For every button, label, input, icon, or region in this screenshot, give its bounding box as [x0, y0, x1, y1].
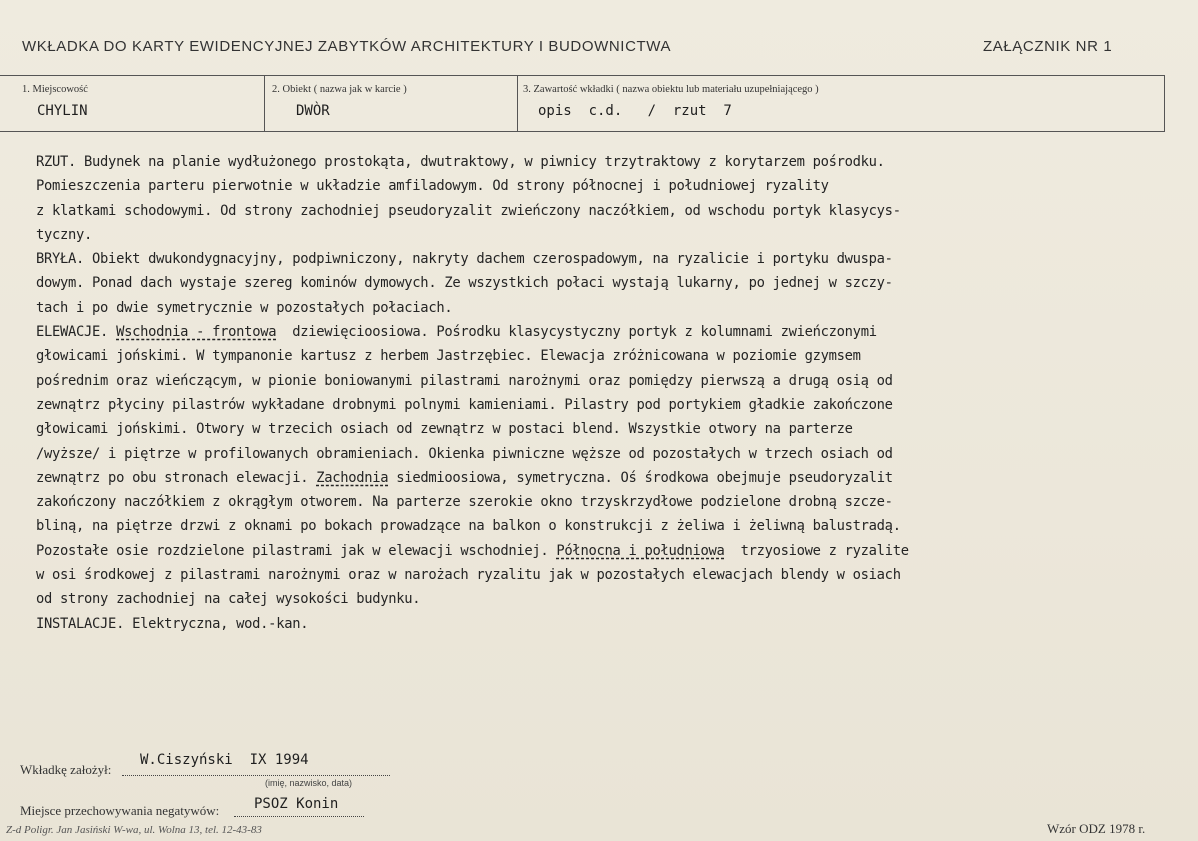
- author-label: Wkładkę założył:: [20, 762, 112, 777]
- text-line: [36, 442, 1176, 466]
- text-line: [36, 563, 1176, 587]
- text-segment: INSTALACJE. Elektryczna, wod.-kan.: [36, 615, 309, 632]
- text-line: [36, 539, 1176, 563]
- text-segment: ELEWACJE.: [36, 324, 117, 341]
- text-segment: głowicami jońskimi. W tympanonie kartusz z herbem Jastrzębiec. Elewacja zróżnicowana w poziomie gzymsem: [36, 348, 861, 365]
- negatives-line: [234, 816, 364, 817]
- text-line: [36, 199, 1176, 223]
- text-segment: siedmioosiowa, symetryczna. Oś środkowa obejmuje pseudoryzalit: [388, 469, 893, 486]
- text-segment: głowicami jońskimi. Otwory w trzecich osiach od zewnątrz w postaci blend. Wszystkie otwory na parterze: [36, 421, 853, 438]
- text-segment: /wyższe/ i piętrze w profilowanych obramieniach. Okienka piwniczne węższe od pozostałych w trzech osiach od: [36, 445, 893, 462]
- contents-label: 3. Zawartość wkładki ( nazwa obiektu lub materiału uzupełniającego ): [523, 84, 819, 95]
- text-segment: dziewięcioosiowa. Pośrodku klasycystyczny portyk z kolumnami zwieńczonymi: [276, 324, 877, 341]
- author-value: W.Ciszyński IX 1994: [140, 752, 309, 768]
- divider-2: [517, 75, 518, 132]
- attachment-number: ZAŁĄCZNIK NR 1: [983, 38, 1113, 55]
- text-segment: bliną, na piętrze drzwi z oknami po bokach prowadzące na balkon o konstrukcji z żeliwa i żeliwną balustradą.: [36, 518, 901, 535]
- printer-note: Z-d Poligr. Jan Jasiński W-wa, ul. Wolna 13, tel. 12-43-83: [6, 824, 262, 836]
- underlined-heading: Wschodnia - frontowa: [116, 324, 277, 341]
- text-line: [36, 514, 1176, 538]
- description-text: [36, 150, 1176, 636]
- text-line: [36, 587, 1176, 611]
- text-segment: RZUT. Budynek na planie wydłużonego prostokąta, dwutraktowy, w piwnicy trzytraktowy z korytarzem pośrodku.: [36, 154, 885, 170]
- text-segment: w osi środkowej z pilastrami narożnymi oraz w narożach ryzalitu jak w pozostałych elewacjach blendy w osiach: [36, 567, 901, 584]
- contents-value: opis c.d. / rzut 7: [538, 103, 732, 119]
- text-line: [36, 174, 1176, 198]
- text-line: [36, 247, 1176, 271]
- negatives-value: PSOZ Konin: [254, 796, 339, 812]
- author-hint: (imię, nazwisko, data): [265, 778, 353, 788]
- text-segment: tyczny.: [36, 226, 93, 243]
- text-line: [36, 296, 1176, 320]
- form-code: Wzór ODZ 1978 r.: [1047, 821, 1146, 836]
- object-label: 2. Obiekt ( nazwa jak w karcie ): [272, 84, 407, 95]
- text-segment: pośrednim oraz wieńczącym, w pionie boniowanymi pilastrami narożnymi oraz pomiędzy pierwszą a drugą osią od: [36, 372, 893, 389]
- text-line: [36, 344, 1176, 368]
- author-line: [122, 775, 390, 776]
- text-line: [36, 393, 1176, 417]
- text-segment: dowym. Ponad dach wystaje szereg kominów dymowych. Ze wszystkich połaci wystają lukarny, po jednej w szczy-: [36, 275, 893, 292]
- underlined-heading: Zachodnia: [316, 469, 389, 486]
- underlined-heading: Północna i południowa: [556, 542, 725, 559]
- negatives-label: Miejsce przechowywania negatywów:: [20, 803, 220, 818]
- text-line: [36, 490, 1176, 514]
- top-rule: [0, 75, 1165, 76]
- locality-label: 1. Miejscowość: [22, 84, 88, 95]
- text-line: [36, 223, 1176, 247]
- text-segment: zewnątrz po obu stronach elewacji.: [36, 469, 317, 486]
- text-segment: zakończony naczółkiem z okrągłym otworem. Na parterze szerokie okno trzyskrzydłowe podzielone drobną szcze-: [36, 494, 893, 511]
- text-segment: zewnątrz płyciny pilastrów wykładane drobnymi polnymi kamieniami. Pilastry pod portykiem gładkie zakończone: [36, 396, 893, 413]
- text-line: [36, 320, 1176, 344]
- text-line: [36, 466, 1176, 490]
- locality-value: CHYLIN: [37, 103, 88, 119]
- text-segment: Pomieszczenia parteru pierwotnie w układzie amfiladowym. Od strony północnej i południowej ryzality: [36, 178, 829, 195]
- text-segment: z klatkami schodowymi. Od strony zachodniej pseudoryzalit zwieńczony naczółkiem, od wschodu portyk klasycys-: [36, 202, 901, 219]
- bottom-rule: [0, 131, 1165, 132]
- form-title: WKŁADKA DO KARTY EWIDENCYJNEJ ZABYTKÓW ARCHITEKTURY I BUDOWNICTWA: [22, 38, 672, 55]
- text-line: [36, 150, 1176, 174]
- right-rule: [1164, 75, 1165, 132]
- text-segment: tach i po dwie symetrycznie w pozostałych połaciach.: [36, 299, 453, 316]
- text-segment: od strony zachodniej na całej wysokości budynku.: [36, 591, 421, 608]
- divider-1: [264, 75, 265, 132]
- text-line: [36, 417, 1176, 441]
- text-segment: trzyosiowe z ryzalite: [724, 542, 909, 559]
- object-value: DWÒR: [296, 103, 330, 119]
- text-line: [36, 271, 1176, 295]
- text-line: [36, 612, 1176, 636]
- text-segment: BRYŁA. Obiekt dwukondygnacyjny, podpiwniczony, nakryty dachem czerospadowym, na ryzalicie i portyku dwuspa-: [36, 251, 893, 268]
- text-segment: Pozostałe osie rozdzielone pilastrami jak w elewacji wschodniej.: [36, 542, 557, 559]
- text-line: [36, 369, 1176, 393]
